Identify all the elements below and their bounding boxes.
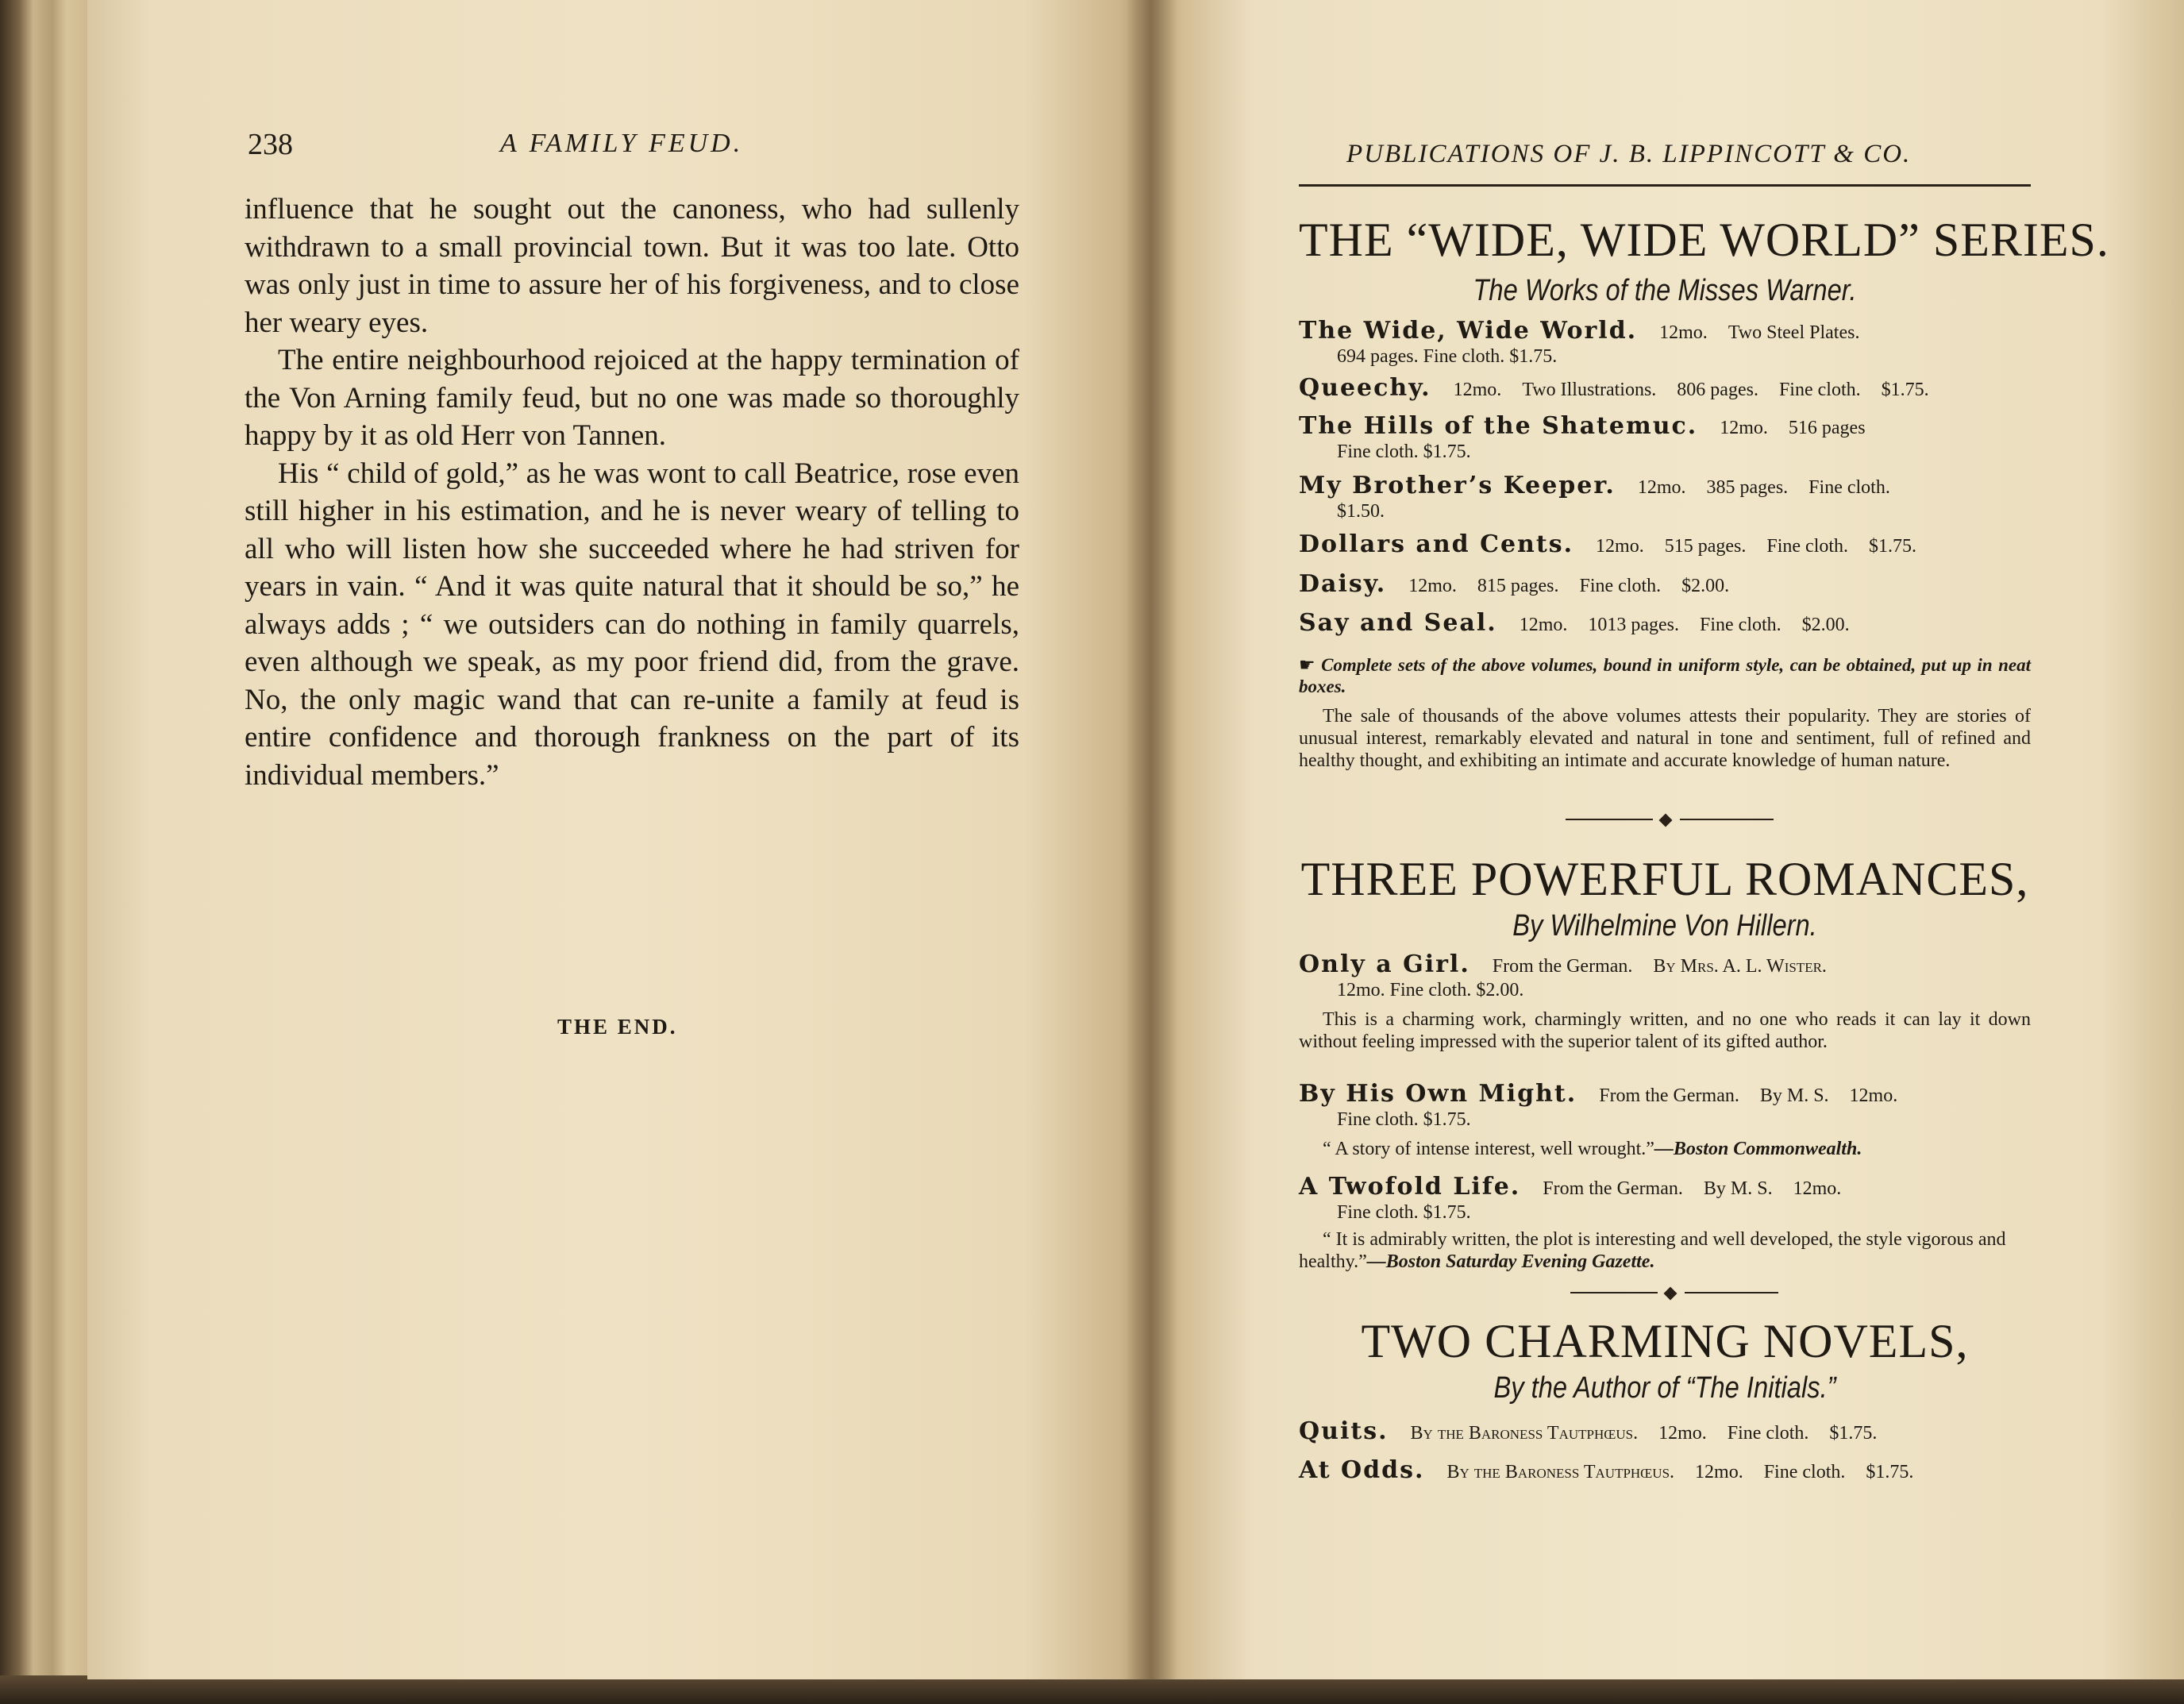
review-text: This is a charming work, charmingly written, and no one who reads it can lay it down without feeling impressed with the superior talent of its gifted author. (1299, 1009, 2031, 1052)
entry-detail: $1.75. (1829, 1423, 1878, 1444)
page-number: 238 (248, 128, 293, 161)
review-quote (1299, 1138, 2031, 1160)
entry-detail: 515 pages. (1664, 536, 1747, 557)
series-subtitle: By Wilhelmine Von Hillern. (1512, 909, 1817, 943)
section-ornament (1570, 1289, 1778, 1297)
entry-detail: 12mo. (1849, 1085, 1898, 1106)
series-description (1299, 705, 2031, 772)
the-end-mark: THE END. (557, 1015, 678, 1039)
entry-detail: 12mo. (1408, 576, 1457, 596)
entry-detail: By the Baroness Tautphœus. (1446, 1462, 1675, 1482)
entry-detail: 12mo. (1720, 418, 1768, 438)
entry-continuation: 12mo. Fine cloth. $2.00. (1337, 980, 1524, 1000)
quote-source: —Boston Commonwealth. (1654, 1139, 1862, 1159)
book-entry (1299, 572, 2031, 598)
book-gutter (1126, 0, 1177, 1679)
entry-detail: Two Illustrations. (1522, 380, 1657, 400)
book-entry (1299, 414, 2031, 464)
entry-detail: 815 pages. (1477, 576, 1559, 596)
book-title: Only a Girl. (1299, 950, 1470, 978)
book-entry (1299, 1417, 2031, 1445)
pointing-hand-icon: ☛ (1299, 655, 1315, 675)
entry-detail: Fine cloth. (1778, 380, 1861, 400)
book-title: By His Own Might. (1299, 1080, 1577, 1108)
book-cover-bottom (0, 1675, 2184, 1704)
entry-detail: 12mo. (1519, 615, 1568, 635)
book-entry (1299, 474, 2031, 523)
boxed-sets-note (1299, 654, 2031, 697)
entry-detail: $2.00. (1681, 576, 1730, 596)
right-running-title: PUBLICATIONS OF J. B. LIPPINCOTT & CO. (1346, 140, 1912, 168)
entry-detail: 516 pages (1788, 418, 1866, 438)
review (1299, 1008, 2031, 1053)
book-entry (1299, 1456, 2031, 1484)
quote-text: “ It is admirably written, the plot is interesting and well developed, the style vigorous and healthy.” (1299, 1229, 2006, 1272)
left-page-header (248, 127, 1026, 167)
entry-detail: 12mo. (1659, 322, 1708, 343)
entry-detail: Fine cloth. (1700, 615, 1781, 635)
book-title: At Odds. (1299, 1456, 1425, 1484)
entry-continuation: Fine cloth. $1.75. (1337, 441, 1471, 462)
entry-detail: By the Baroness Tautphœus. (1410, 1423, 1639, 1444)
section-ornament (1566, 815, 1774, 823)
entry-detail: 12mo. (1637, 477, 1686, 498)
book-title: Queechy. (1299, 374, 1431, 402)
book-title: Quits. (1299, 1417, 1389, 1445)
entry-detail: $2.00. (1801, 615, 1850, 635)
entry-detail: Fine cloth. (1766, 536, 1849, 557)
book-title: My Brother’s Keeper. (1299, 472, 1616, 499)
entry-detail: From the German. (1492, 956, 1633, 977)
entry-detail: $1.75. (1869, 536, 1917, 557)
paragraph: The entire neighbourhood rejoiced at the happy termination of the Von Arning family feud, but no one was made so thoroughly happy by it as old Herr von Tannen. (245, 344, 1019, 452)
entry-detail: 806 pages. (1677, 380, 1758, 400)
book-title: The Hills of the Shatemuc. (1299, 412, 1698, 440)
entry-detail: By M. S. (1759, 1085, 1829, 1106)
entry-detail: Fine cloth. (1579, 576, 1662, 596)
description-text: The sale of thousands of the above volumes attests their popularity. They are stories of unusual interest, remarkably elevated and natural in tone and sentiment, full of refined and healthy thought, and exhibiting an intimate and accurate knowledge of human nature. (1299, 706, 2031, 771)
entry-continuation: Fine cloth. $1.75. (1337, 1202, 1471, 1223)
series-title: TWO CHARMING NOVELS, (1361, 1315, 1969, 1367)
book-entry (1299, 376, 2031, 402)
book-title: The Wide, Wide World. (1299, 317, 1638, 345)
book-title: Daisy. (1299, 570, 1387, 598)
running-title: A FAMILY FEUD. (500, 129, 744, 158)
entry-detail: 12mo. (1695, 1462, 1743, 1482)
entry-detail: 385 pages. (1706, 477, 1789, 498)
book-entry (1299, 611, 2031, 637)
paragraph: His “ child of gold,” as he was wont to call Beatrice, rose even still higher in his estimation, and he is never weary of telling to all who will listen how she succeeded where he had striven for years in vain. “ And it was quite natural that it should be so,” he always adds ; “ we outsiders can do nothing in family quarrels, even although we speak, as my poor friend did, from the grave. No, the only magic wand that can re-unite a family at feud is entire confidence and thorough frankness on the part of its individual members.” (245, 457, 1019, 792)
quote-source: —Boston Saturday Evening Gazette. (1366, 1251, 1655, 1272)
entry-continuation: $1.50. (1337, 501, 1385, 522)
entry-detail: Fine cloth. (1763, 1462, 1846, 1482)
review-quote (1299, 1228, 2031, 1273)
book-entry (1299, 1175, 2031, 1224)
entry-detail: $1.75. (1881, 380, 1929, 400)
book-entry (1299, 950, 2031, 1002)
book-entry (1299, 1082, 2031, 1132)
book-entry (1299, 530, 2031, 558)
book-title: Dollars and Cents. (1299, 530, 1574, 558)
series-subtitle: By the Author of “The Initials.” (1493, 1371, 1836, 1405)
entry-detail: 12mo. (1658, 1423, 1707, 1444)
entry-detail: 12mo. (1596, 536, 1644, 557)
quote-text: “ A story of intense interest, well wrought.” (1323, 1139, 1654, 1159)
book-title: Say and Seal. (1299, 609, 1497, 637)
entry-detail: 12mo. (1793, 1178, 1842, 1199)
entry-detail: From the German. (1543, 1178, 1683, 1199)
note-text: Complete sets of the above volumes, bound in uniform style, can be obtained, put up in neat boxes. (1299, 655, 2031, 696)
book-entry (1299, 319, 2031, 368)
entry-detail: From the German. (1599, 1085, 1739, 1106)
entry-detail: Fine cloth. (1808, 477, 1890, 498)
paragraph: influence that he sought out the canoness, who had sullenly withdrawn to a small provincial town. But it was too late. Otto was only just in time to assure her of his forgiveness, and to close her weary eyes. (245, 193, 1019, 339)
entry-continuation: 694 pages. Fine cloth. $1.75. (1337, 346, 1558, 367)
entry-detail: Fine cloth. (1727, 1423, 1809, 1444)
entry-detail: By M. S. (1703, 1178, 1773, 1199)
header-rule (1299, 184, 2031, 187)
entry-detail: By Mrs. A. L. Wister. (1653, 956, 1827, 977)
entry-detail: 12mo. (1453, 380, 1502, 400)
left-page-body (245, 191, 1019, 794)
book-title: A Twofold Life. (1299, 1173, 1521, 1201)
series-title: THREE POWERFUL ROMANCES, (1300, 853, 2029, 905)
entry-detail: $1.75. (1866, 1462, 1914, 1482)
entry-detail: 1013 pages. (1588, 615, 1680, 635)
book-page-edges (0, 0, 95, 1704)
entry-detail: Two Steel Plates. (1728, 322, 1860, 343)
entry-continuation: Fine cloth. $1.75. (1337, 1109, 1471, 1130)
series-subtitle: The Works of the Misses Warner. (1473, 274, 1857, 307)
series-title: THE “WIDE, WIDE WORLD” SERIES. (1299, 214, 2109, 266)
